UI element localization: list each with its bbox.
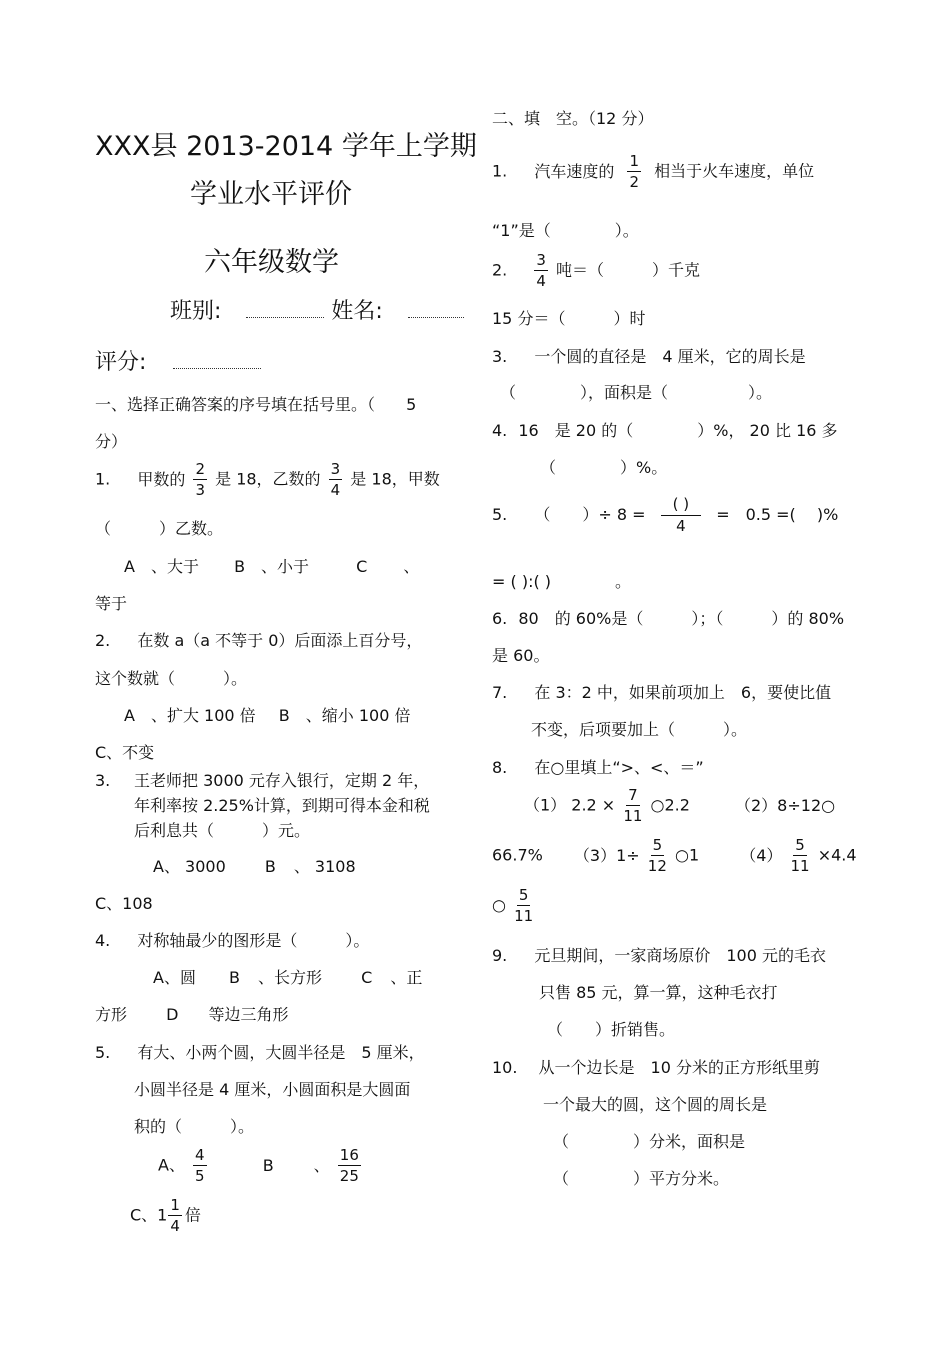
- option-b: 、长方形: [258, 968, 323, 987]
- option-b-letter: B: [229, 968, 241, 987]
- fraction: $\frac{2}{3}$: [195, 460, 206, 499]
- class-label: 班别:: [170, 299, 222, 324]
- class-name-row: [170, 294, 464, 325]
- p1-q4-line1: [95, 928, 369, 951]
- score-row: [95, 345, 261, 376]
- option-a: A、圆: [153, 968, 196, 987]
- p1-q5-line2: 小圆半径是 4 厘米，小圆面积是大圆面: [134, 1080, 411, 1099]
- p2-q9-line1: [492, 943, 826, 966]
- p2-q10-line3: （ ）分米，面积是: [553, 1132, 746, 1151]
- option-a: A、: [158, 1155, 185, 1175]
- p1-q3-options: [153, 854, 356, 877]
- q-number: 5.: [95, 1043, 111, 1062]
- q-part: （3）1÷: [573, 845, 640, 865]
- p2-q7-line2: 不变，后项要加上（ ）。: [531, 720, 748, 739]
- q-text: 在 3：2 中，如果前项加上 6，要使比值: [534, 683, 832, 702]
- q-text: 有大、小两个圆，大圆半径是 5 厘米，: [137, 1043, 425, 1062]
- fraction: $\frac{3}{4}$: [536, 251, 546, 290]
- p1-q5-options: [158, 1148, 364, 1184]
- p2-q2-line1: [492, 253, 700, 289]
- p2-q3-line1: [492, 344, 806, 367]
- p2-q8-line1: [492, 755, 704, 778]
- part1-heading-tail: 分）: [95, 432, 128, 451]
- option-a: 、大于: [150, 557, 199, 576]
- p1-q3-option-c: C、108: [95, 894, 153, 913]
- p1-q5-line3: 积的（ ）。: [134, 1117, 255, 1136]
- q-text: 元旦期间，一家商场原价 100 元的毛衣: [534, 946, 826, 965]
- part1-heading-text: 一、选择正确答案的序号填在括号里。（: [95, 395, 376, 414]
- q-text: 汽车速度的: [534, 161, 615, 181]
- p1-q1-options: [124, 554, 419, 577]
- q-part: （1） 2.2 ×: [524, 795, 616, 815]
- q-number: 4.: [95, 931, 111, 950]
- part1-heading-points: 5: [406, 395, 417, 414]
- p1-q3-text: 王老师把 3000 元存入银行，定期 2 年，年利率按 2.25%计算，到期可得本金和税后利息共（ ）元。: [134, 771, 430, 840]
- q-number: 8.: [492, 758, 508, 777]
- q-number: 4.: [492, 421, 508, 440]
- p1-q1-line1: [95, 462, 440, 498]
- p1-q5-option-c: [130, 1198, 201, 1234]
- p2-q2-line2: 15 分＝（ ）时: [492, 309, 646, 328]
- class-field[interactable]: [246, 317, 324, 318]
- name-field[interactable]: [408, 317, 464, 318]
- fraction: $\frac{1}{4}$: [170, 1196, 180, 1235]
- q-part: ○1: [674, 845, 700, 865]
- option-a-letter: A: [124, 706, 135, 725]
- p1-q1-option-c-tail: 等于: [95, 594, 128, 613]
- p1-q2-line2: 这个数就（ ）。: [95, 669, 248, 688]
- option-c: 、正: [390, 968, 423, 987]
- option-c: C、1: [130, 1205, 168, 1225]
- p2-q8-line2: [524, 788, 835, 824]
- q-number: 2.: [492, 260, 508, 280]
- p2-q4-line2: （ ）%。: [540, 458, 668, 477]
- p2-q10-line2: 一个最大的圆，这个圆的周长是: [543, 1095, 768, 1114]
- option-b-letter: B: [264, 857, 276, 876]
- q-number: 9.: [492, 946, 508, 965]
- exam-subject: 六年级数学: [204, 247, 339, 278]
- fraction: $\frac{5}{12}$: [647, 836, 667, 875]
- q-part: （4）: [740, 845, 783, 865]
- q-part: ○2.2: [650, 795, 690, 815]
- q-text: 相当于火车速度，单位: [654, 161, 815, 181]
- q-part: （2）8÷12○: [735, 795, 836, 815]
- fraction: $\frac{1}{2}$: [629, 152, 640, 191]
- p2-q1-line1: [492, 154, 814, 190]
- p1-q5-line1: [95, 1040, 425, 1063]
- name-label: 姓名:: [331, 299, 383, 324]
- p2-q6-line1: [492, 606, 844, 629]
- q-part: ○: [492, 895, 506, 915]
- q-text: 一个圆的直径是 4 厘米，它的周长是: [534, 347, 806, 366]
- exam-title-line2: 学业水平评价: [190, 179, 352, 210]
- option-a: 、扩大 100 倍: [150, 706, 256, 725]
- q-part: ×4.4: [817, 845, 857, 865]
- q-text: 16 是 20 的（ ）%， 20 比 16 多: [518, 421, 838, 440]
- q-number: 1.: [95, 469, 111, 489]
- option-b-letter: B: [278, 706, 290, 725]
- option-c-tail: 倍: [184, 1205, 201, 1225]
- p1-q2-option-c: C、不变: [95, 743, 155, 762]
- p1-q1-line2: （ ）乙数。: [95, 519, 224, 538]
- part1-heading: [95, 392, 416, 415]
- q-number: 10.: [492, 1058, 518, 1077]
- option-a: A、 3000: [153, 857, 226, 876]
- score-field[interactable]: [173, 368, 261, 369]
- fraction: $\frac{5}{11}$: [514, 886, 534, 925]
- option-c-letter: C: [356, 557, 368, 576]
- q-number: 5.: [492, 505, 508, 524]
- p2-q4-line1: [492, 418, 838, 441]
- q-text: 是 18，乙数的: [215, 469, 321, 489]
- fraction: $\frac{4}{5}$: [195, 1146, 205, 1185]
- option-b: 、小于: [261, 557, 310, 576]
- p2-q10-line4: （ ）平方分米。: [553, 1169, 730, 1188]
- q-text: 对称轴最少的图形是（ ）。: [137, 931, 370, 950]
- fraction: $\frac{16}{25}$: [339, 1146, 359, 1185]
- q-number: 3.: [492, 347, 508, 366]
- fraction: $\frac{5}{11}$: [790, 836, 810, 875]
- q-number: 6.: [492, 609, 508, 628]
- q-text: = 0.5 =( )%: [716, 505, 839, 524]
- q-number: 7.: [492, 683, 508, 702]
- fraction: $\frac{7}{11}$: [623, 786, 643, 825]
- q-text: 在数 a（a 不等于 0）后面添上百分号，: [137, 631, 423, 650]
- p1-q4-options-2: [95, 1002, 288, 1025]
- fraction: $\frac{3}{4}$: [330, 460, 341, 499]
- option-c-tail: 方形: [95, 1005, 128, 1024]
- q-number: 1.: [492, 161, 508, 181]
- option-d: 等边三角形: [208, 1005, 289, 1024]
- q-text: 从一个边长是 10 分米的正方形纸里剪: [538, 1058, 820, 1077]
- option-a-letter: A: [124, 557, 135, 576]
- q-text: 甲数的: [137, 469, 186, 489]
- p2-q1-line2: “1”是（ ）。: [492, 221, 639, 240]
- q-number: 2.: [95, 631, 111, 650]
- p2-q6-line2: 是 60。: [492, 646, 550, 665]
- p1-q2-options: [124, 703, 410, 726]
- option-c: 、: [403, 557, 420, 576]
- q-text: 是 18，甲数: [350, 469, 440, 489]
- p2-q7-line1: [492, 680, 831, 703]
- q-text: 吨＝（ ）千克: [556, 260, 701, 280]
- q-text: （ ）÷ 8 =: [534, 505, 646, 524]
- option-d-letter: D: [166, 1005, 179, 1024]
- option-b: 、缩小 100 倍: [305, 706, 411, 725]
- option-b-letter: B: [234, 557, 246, 576]
- q-text: 在○里填上“>、<、＝”: [534, 758, 704, 777]
- p2-q5-line2: = ( ):( ) 。: [492, 572, 632, 591]
- p2-q10-line1: [492, 1055, 820, 1078]
- option-b: 、: [313, 1155, 330, 1175]
- part2-heading: 二、填 空。（12 分）: [492, 109, 654, 128]
- p1-q2-line1: [95, 628, 422, 651]
- option-b: 、 3108: [293, 857, 356, 876]
- p2-q9-line2: 只售 85 元，算一算，这种毛衣打: [539, 983, 778, 1002]
- p2-q5-line1: [492, 497, 838, 534]
- p2-q8-line3: [492, 838, 857, 874]
- q-part: 66.7%: [492, 845, 543, 865]
- q-text: 80 的 60%是（ ）；（ ）的 80%: [518, 609, 845, 628]
- p2-q9-line3: （ ）折销售。: [547, 1020, 676, 1039]
- p1-q4-options: [153, 965, 422, 988]
- p2-q8-line4: [492, 888, 536, 924]
- score-label: 评分:: [95, 350, 147, 375]
- p1-q3-number: 3.: [95, 771, 111, 790]
- p2-q3-line2: （ ），面积是（ ）。: [500, 383, 773, 402]
- option-b-letter: B: [262, 1155, 274, 1175]
- fraction: $\frac{( )}{4}$: [661, 497, 701, 534]
- option-c-letter: C: [361, 968, 373, 987]
- exam-title-line1: XXX县 2013-2014 学年上学期: [95, 131, 477, 162]
